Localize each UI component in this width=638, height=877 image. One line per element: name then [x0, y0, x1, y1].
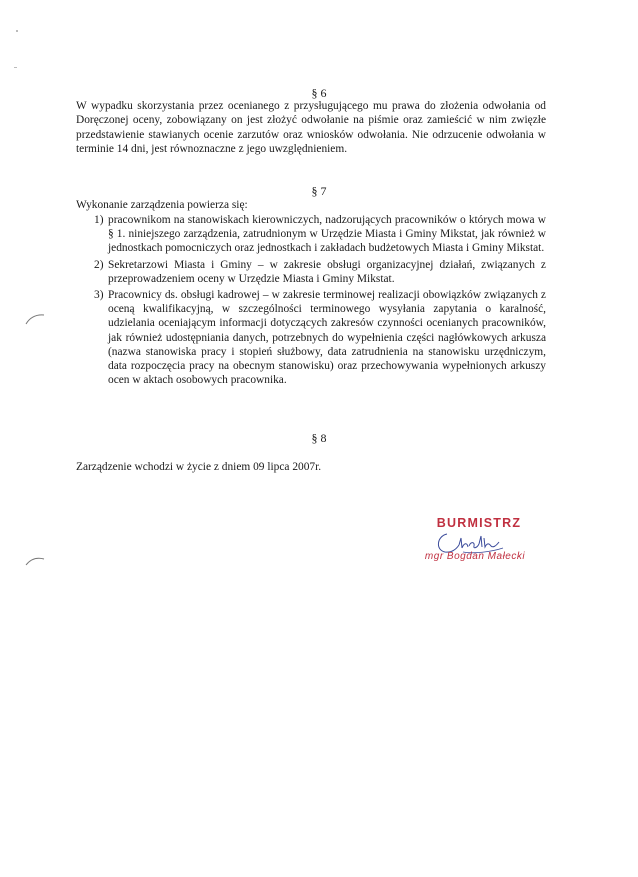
scan-speck — [14, 67, 17, 68]
list-item — [76, 258, 546, 286]
official-stamp — [405, 516, 545, 568]
stamp-title: BURMISTRZ — [436, 516, 522, 530]
list-item — [76, 213, 546, 256]
list-item-number: 1) — [94, 214, 104, 226]
stamp-name: mgr Bogdan Małecki — [424, 551, 526, 562]
section-8-heading: § 8 — [311, 431, 327, 445]
list-item-text: pracownikom na stanowiskach kierowniczych, nadzorujących pracowników o których mowa w § 1. niniejszego zarządzenia, zatrudnionym w Urzędzie Miasta i Gminy Mikstat, jak również w jednostkach pomocniczych oraz jednostkach i zakładach budżetowych Miasta i Gminy Mikstat. — [108, 214, 546, 255]
section-6-text: W wypadku skorzystania przez ocenianego z przysługującego mu prawa do złożenia odwołania od Doręczonej oceny, zobowiązany on jest złożyć odwołanie na piśmie oraz zamieścić w nim zwięzłe przedstawienie stawianych ocenie zarzutów oraz wniosków odwołania. Nie odrzucenie odwołania w terminie 14 dni, jest równoznaczne z jego uwzględnieniem. — [76, 100, 546, 155]
list-item-text: Sekretarzowi Miasta i Gminy – w zakresie obsługi organizacyjnej działań, związanych z przeprowadzeniem oceny w Urzędzie Miasta i Gminy Mikstat. — [108, 258, 546, 285]
hole-punch-mark — [24, 312, 46, 326]
list-item-number: 2) — [94, 258, 104, 271]
hole-punch-mark — [24, 553, 46, 567]
list-item-number: 3) — [94, 289, 104, 302]
scan-speck — [16, 30, 18, 32]
section-7-intro: Wykonanie zarządzenia powierza się: — [76, 199, 248, 211]
section-8-text: Zarządzenie wchodzi w życie z dniem 09 lipca 2007r. — [76, 461, 322, 473]
section-7-heading: § 7 — [311, 184, 327, 198]
list-item — [76, 288, 546, 387]
section-6-heading: § 6 — [311, 86, 327, 100]
list-item-text: Pracownicy ds. obsługi kadrowej – w zakresie terminowej realizacji obowiązków związanych z oceną kwalifikacyjną, w szczególności terminowego wysyłania zapytania o karalność, udzielania oceniającym informacji dotyczących zakresów czynności ocenianych pracowników, jak również udostępniania danych, potrzebnych do wypełnienia części nagłówkowych arkusza (nazwa stanowiska pracy i stopień służbowy, data zatrudnienia na stanowisku urzędniczym, data rozpoczęcia pracy na obecnym stanowisku) oraz przechowywania wypełnionych arkuszy ocen w aktach osobowych pracownika. — [108, 289, 546, 387]
section-7-list — [76, 213, 546, 389]
